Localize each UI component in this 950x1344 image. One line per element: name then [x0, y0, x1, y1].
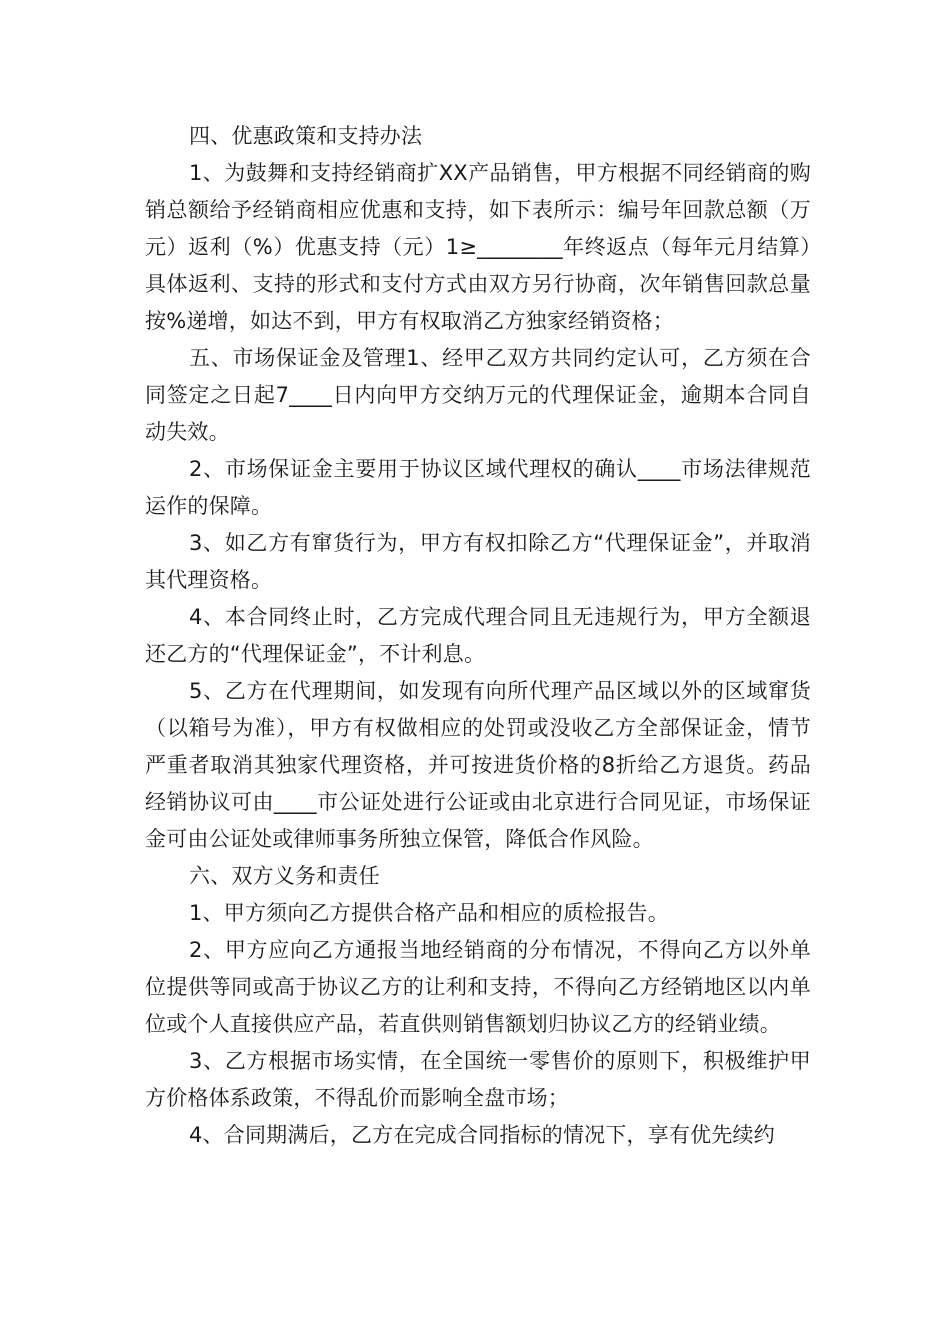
paragraph-obligation-3: 3、乙方根据市场实情，在全国统一零售价的原则下，积极维护甲方价格体系政策，不得乱价而影响全盘市场；	[145, 1049, 811, 1110]
paragraph-deposit-refund: 4、本合同终止时，乙方完成代理合同且无违规行为，甲方全额退还乙方的“代理保证金”，不计利息。	[145, 605, 811, 666]
paragraph-rebate-policy: 1、为鼓舞和支持经销商扩XX产品销售，甲方根据不同经销商的购销总额给予经销商相应优惠和支持，如下表所示：编号年回款总额（万元）返利（%）优惠支持（元）1≥________年终返点（每年元月结算）具体返利、支持的形式和支付方式由双方另行协商，次年销售回款总量按%递增，如达不到，甲方有权取消乙方独家经销资格；	[145, 161, 811, 333]
paragraph-deposit-management: 五、市场保证金及管理1、经甲乙双方共同约定认可，乙方须在合同签定之日起7____日内向甲方交纳万元的代理保证金，逾期本合同自动失效。	[145, 346, 811, 444]
paragraph-obligation-1: 1、甲方须向乙方提供合格产品和相应的质检报告。	[189, 901, 669, 925]
paragraph-obligation-4: 4、合同期满后，乙方在完成合同指标的情况下，享有优先续约	[189, 1123, 775, 1147]
paragraph-deposit-purpose: 2、市场保证金主要用于协议区域代理权的确认____市场法律规范运作的保障。	[145, 457, 811, 518]
document-body	[145, 118, 811, 1154]
section-heading-4: 四、优惠政策和支持办法	[189, 124, 423, 148]
paragraph-cross-selling: 3、如乙方有窜货行为，甲方有权扣除乙方“代理保证金”，并取消其代理资格。	[145, 531, 811, 592]
paragraph-obligation-2: 2、甲方应向乙方通报当地经销商的分布情况，不得向乙方以外单位提供等同或高于协议乙方的让利和支持，不得向乙方经销地区以内单位或个人直接供应产品，若直供则销售额划归协议乙方的经销业绩。	[145, 938, 811, 1036]
section-heading-6: 六、双方义务和责任	[189, 864, 380, 888]
paragraph-penalty-notarization: 5、乙方在代理期间，如发现有向所代理产品区域以外的区域窜货（以箱号为准），甲方有权做相应的处罚或没收乙方全部保证金，情节严重者取消其独家代理资格，并可按进货价格的8折给乙方退货。药品经销协议可由____市公证处进行公证或由北京进行合同见证，市场保证金可由公证处或律师事务所独立保管，降低合作风险。	[145, 679, 811, 851]
